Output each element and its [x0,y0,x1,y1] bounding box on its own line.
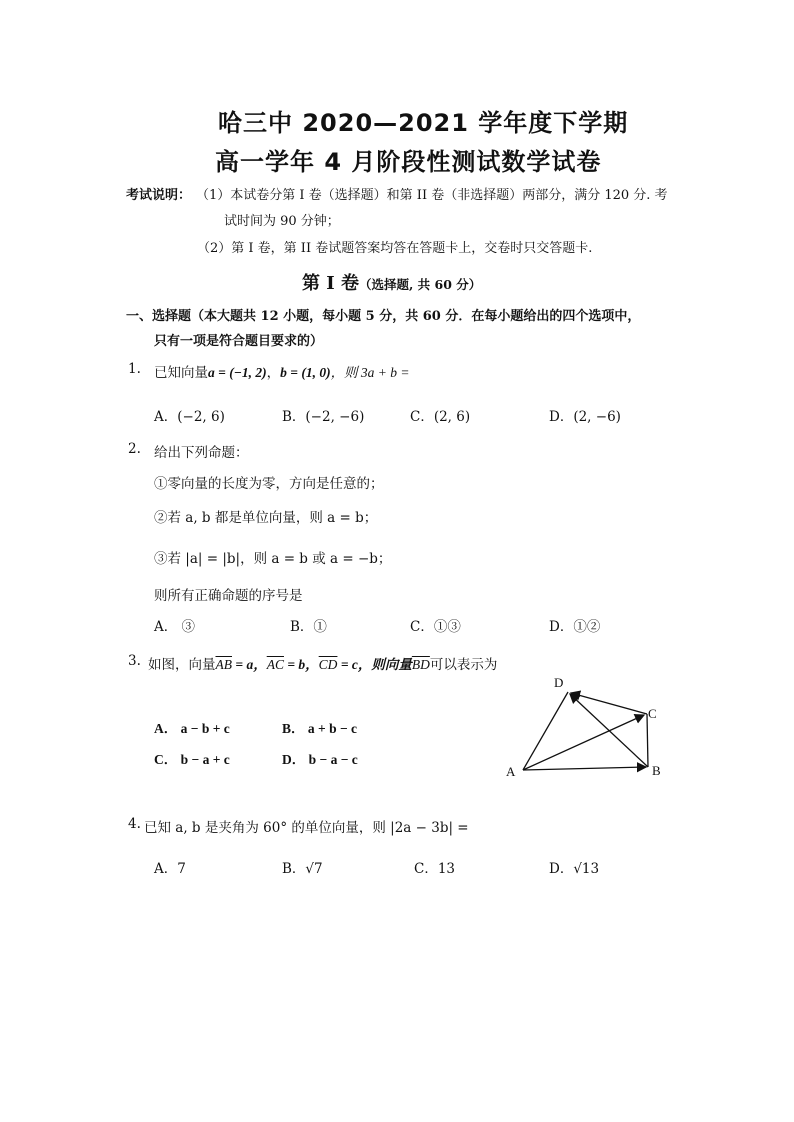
notes-item1-b: 试时间为 90 分钟； [224,214,340,229]
vector-bd [570,694,648,767]
point-a-label: A [506,764,516,779]
segment-ad [523,692,568,770]
point-d-label: D [554,675,564,690]
q3-stem: 如图，向量$\overline{AB} = a$，$\overline{AC} = b$，$\overline{CD} = c$，则向量$\overline{BD}$可以表示为 [148,657,498,673]
vector-ac [523,715,644,770]
point-b-label: B [652,763,661,778]
q3-vector-bd: $\overline{BD}$ [411,657,430,672]
q3-number: 3. [128,653,141,669]
q4-option-b: B．√7 [282,861,323,877]
notes-item1-a: （1）本试卷分第 I 卷（选择题）和第 II 卷（非选择题）两部分，满分 120 分. 考 [196,188,668,203]
vector-cd [571,693,647,714]
q2-option-a: A． ③ [154,619,196,635]
q2-proposition-3: ③若 |a| = |b|，则 a = b 或 a = −b； [154,551,392,567]
point-c-label: C [648,706,657,721]
q3-vector-cd: $\overline{CD}$ [318,657,338,672]
q1-option-d: D．(2, −6) [549,409,621,425]
vector-ab [523,767,646,770]
notes-item2: （2）第 I 卷，第 II 卷试题答案均答在答题卡上，交卷时只交答题卡. [197,241,593,256]
part1-subtitle: （选择题, 共 60 分） [358,277,482,292]
q2-option-d: D．①② [549,619,601,635]
q2-stem: 给出下列命题： [154,445,249,461]
q3-option-d: D． b − a − c [282,752,358,767]
q3-vector-ac: $\overline{AC}$ [266,657,284,672]
notes-label: 考试说明： [126,188,192,203]
q3-figure [496,670,676,790]
q4-option-a: A．7 [154,861,186,877]
q3-option-a: A． a − b + c [154,721,230,736]
q3-option-b: B． a + b − c [282,721,358,736]
q2-number: 2. [128,441,141,457]
section1-line2: 只有一项是符合题目要求的） [154,334,324,349]
section1-line1: 一、选择题（本大题共 12 小题，每小题 5 分，共 60 分．在每小题给出的四个选项中， [126,309,641,324]
q1-number: 1. [128,361,141,377]
q1-option-a: A．(−2, 6) [154,409,225,425]
q2-option-c: C．①③ [410,619,461,635]
q2-ask: 则所有正确命题的序号是 [154,588,303,604]
q1-stem: 已知向量a = (−1, 2)，b = (1, 0)，则 3a + b = [154,365,410,381]
q1-option-c: C．(2, 6) [410,409,471,425]
q4-number: 4. [128,816,141,832]
q1-vector-a: a = (−1, 2) [208,365,267,380]
q3-vector-ab: $\overline{AB}$ [215,657,232,672]
q4-option-d: D．√13 [549,861,600,877]
exam-title-line1: 哈三中 2020—2021 学年度下学期 [218,109,629,137]
q3-option-c: C． b − a + c [154,752,230,767]
segment-bc [647,714,648,767]
q4-option-c: C．13 [414,861,456,877]
q2-option-b: B．① [290,619,327,635]
exam-title-line2: 高一学年 4 月阶段性测试数学试卷 [215,148,602,176]
part1-title: 第 I 卷 [302,273,359,294]
q1-option-b: B．(−2, −6) [282,409,365,425]
q2-proposition-2: ②若 a, b 都是单位向量，则 a = b； [154,510,378,526]
q1-vector-b: b = (1, 0) [280,365,331,380]
q4-stem: 已知 a, b 是夹角为 60° 的单位向量，则 |2a − 3b| = [144,820,469,836]
q2-proposition-1: ①零向量的长度为零，方向是任意的； [154,476,384,492]
part1-heading [302,269,481,295]
